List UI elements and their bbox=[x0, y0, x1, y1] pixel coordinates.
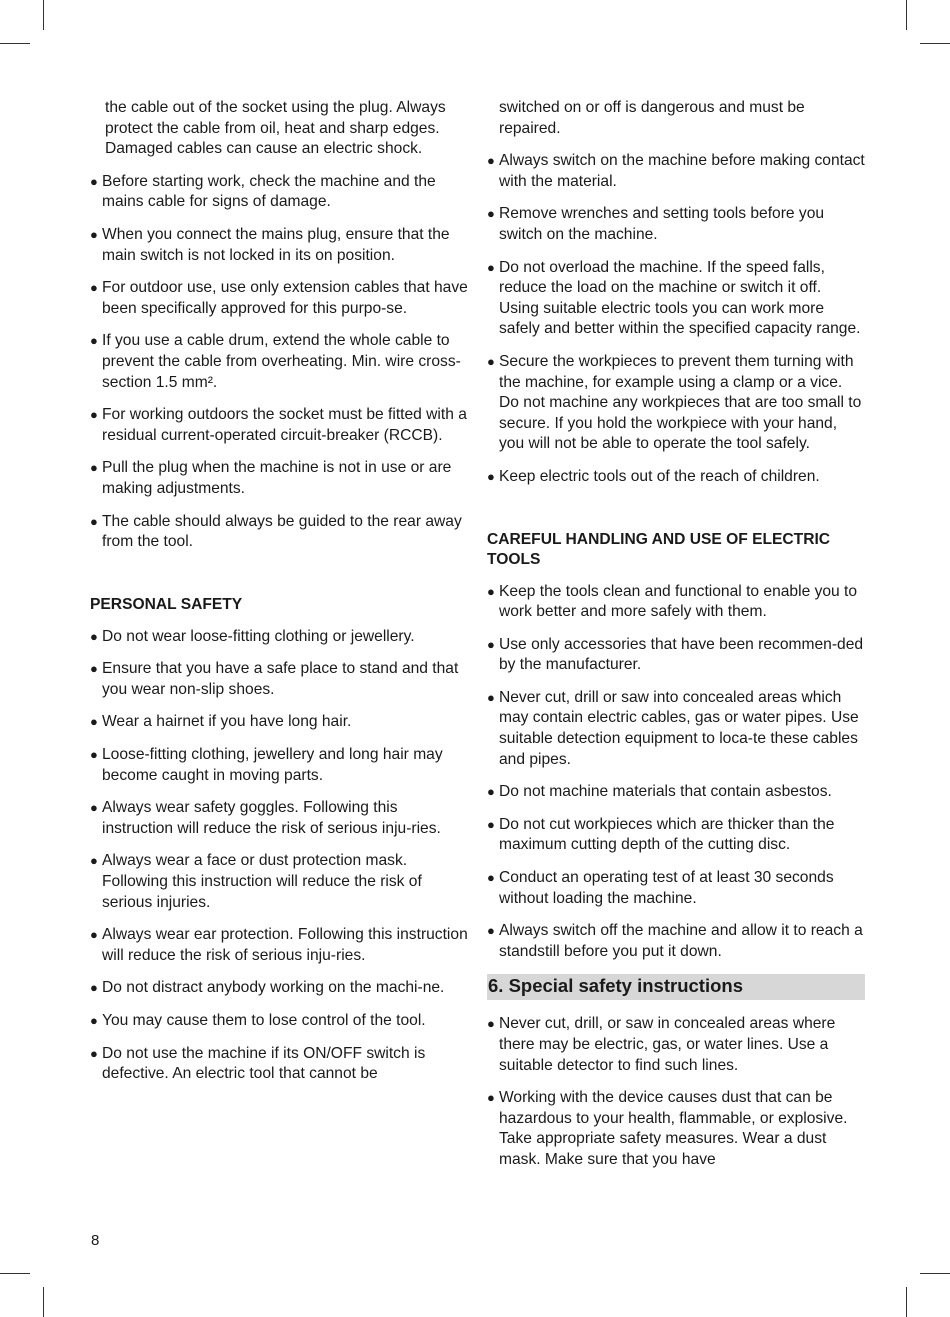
section-heading-personal-safety: PERSONAL SAFETY bbox=[90, 595, 243, 613]
bullet-dot-icon: ● bbox=[487, 468, 495, 484]
bullet-dot-icon: ● bbox=[90, 661, 98, 677]
bullet-item bbox=[487, 1014, 865, 1076]
bullet-item bbox=[487, 352, 865, 455]
bullet-dot-icon: ● bbox=[90, 513, 98, 529]
bullet-text: Always switch off the machine and allow it to reach a standstill before you put it down. bbox=[499, 922, 863, 960]
bullet-item bbox=[487, 204, 865, 245]
bullet-text: Do not wear loose-fitting clothing or jewellery. bbox=[102, 627, 415, 645]
bullet-item bbox=[487, 688, 865, 770]
bullet-dot-icon: ● bbox=[487, 689, 495, 705]
bullet-item bbox=[487, 815, 865, 856]
crop-mark bbox=[920, 1273, 950, 1274]
bullet-dot-icon: ● bbox=[90, 1045, 98, 1061]
crop-mark bbox=[43, 0, 44, 30]
bullet-dot-icon: ● bbox=[90, 333, 98, 349]
bullet-dot-icon: ● bbox=[90, 628, 98, 644]
bullet-item bbox=[90, 798, 470, 839]
crop-mark bbox=[0, 43, 30, 44]
bullet-dot-icon: ● bbox=[487, 1016, 495, 1032]
bullet-text: Do not distract anybody working on the machi-ne. bbox=[102, 979, 445, 997]
bullet-item bbox=[90, 405, 470, 446]
section-heading-special-safety: 6. Special safety instructions bbox=[487, 974, 865, 1000]
bullet-item bbox=[90, 512, 470, 553]
bullet-dot-icon: ● bbox=[487, 870, 495, 886]
crop-mark bbox=[906, 1287, 907, 1317]
bullet-dot-icon: ● bbox=[90, 460, 98, 476]
page-number: 8 bbox=[91, 1232, 100, 1249]
bullet-list bbox=[90, 627, 470, 1085]
bullet-dot-icon: ● bbox=[90, 173, 98, 189]
bullet-item bbox=[487, 258, 865, 340]
bullet-text: Before starting work, check the machine and the mains cable for signs of damage. bbox=[102, 172, 436, 211]
bullet-item bbox=[487, 1088, 865, 1170]
bullet-text: For outdoor use, use only extension cables that have been specifically approved for this purpo-se. bbox=[102, 279, 468, 317]
bullet-item bbox=[487, 582, 865, 623]
bullet-text: Keep electric tools out of the reach of children. bbox=[499, 467, 820, 485]
bullet-dot-icon: ● bbox=[487, 816, 495, 832]
bullet-item bbox=[90, 978, 470, 999]
bullet-item bbox=[90, 278, 470, 319]
bullet-dot-icon: ● bbox=[487, 259, 495, 275]
bullet-dot-icon: ● bbox=[90, 853, 98, 869]
bullet-item bbox=[90, 458, 470, 499]
bullet-item bbox=[90, 331, 470, 393]
bullet-item bbox=[487, 467, 865, 488]
bullet-text: Do not overload the machine. If the speed falls, reduce the load on the machine or switch it off. Using suitable electric tools you can work more safely and better within the specified capacity range. bbox=[499, 258, 861, 338]
bullet-item bbox=[90, 745, 470, 786]
bullet-item bbox=[90, 925, 470, 966]
right-column bbox=[487, 98, 865, 1183]
bullet-text: Secure the workpieces to prevent them turning with the machine, for example using a clamp or a vice. Do not machine any workpieces that are too small to secure. If you hold the workpiece with your hand, you will not be able to operate the tool safely. bbox=[499, 352, 862, 453]
bullet-item bbox=[90, 1044, 470, 1085]
bullet-text: Loose-fitting clothing, jewellery and long hair may become caught in moving parts. bbox=[102, 746, 443, 784]
bullet-item bbox=[90, 225, 470, 266]
bullet-text: When you connect the mains plug, ensure that the main switch is not locked in its on position. bbox=[102, 225, 450, 264]
bullet-text: Pull the plug when the machine is not in use or are making adjustments. bbox=[102, 459, 452, 497]
crop-mark bbox=[0, 1273, 30, 1274]
bullet-text: Never cut, drill or saw into concealed areas which may contain electric cables, gas or water pipes. Use suitable detection equipment to loca-te these cables and pipes. bbox=[499, 688, 859, 768]
bullet-dot-icon: ● bbox=[487, 784, 495, 800]
bullet-dot-icon: ● bbox=[487, 583, 495, 599]
bullet-list bbox=[487, 151, 865, 487]
bullet-item bbox=[90, 172, 470, 213]
left-column bbox=[90, 98, 470, 1097]
bullet-text: Always wear safety goggles. Following this instruction will reduce the risk of serious inju-ries. bbox=[102, 799, 441, 837]
bullet-text: Always wear ear protection. Following this instruction will reduce the risk of serious inju-ries. bbox=[102, 926, 468, 964]
crop-mark bbox=[920, 43, 950, 44]
bullet-text: Always wear a face or dust protection mask. Following this instruction will reduce the risk of serious injuries. bbox=[102, 852, 422, 911]
bullet-item bbox=[487, 151, 865, 192]
section-heading-careful-handling: CAREFUL HANDLING AND USE OF ELECTRIC TOOLS bbox=[487, 530, 831, 568]
bullet-dot-icon: ● bbox=[487, 923, 495, 939]
bullet-text: You may cause them to lose control of the tool. bbox=[102, 1012, 426, 1029]
bullet-text: Do not machine materials that contain asbestos. bbox=[499, 783, 832, 801]
bullet-dot-icon: ● bbox=[90, 980, 98, 996]
bullet-text: Working with the device causes dust that can be hazardous to your health, flammable, or explosive. Take appropriate safety measures. Wear a dust mask. Make sure that you have bbox=[499, 1089, 848, 1168]
bullet-dot-icon: ● bbox=[487, 1090, 495, 1106]
crop-mark bbox=[906, 0, 907, 30]
bullet-dot-icon: ● bbox=[90, 407, 98, 423]
bullet-dot-icon: ● bbox=[90, 747, 98, 763]
bullet-text: Wear a hairnet if you have long hair. bbox=[102, 713, 352, 731]
bullet-list bbox=[487, 582, 865, 963]
bullet-dot-icon: ● bbox=[90, 714, 98, 730]
bullet-list bbox=[90, 172, 470, 553]
bullet-dot-icon: ● bbox=[90, 927, 98, 943]
continuation-text: the cable out of the socket using the plug. Always protect the cable from oil, heat and sharp edges. Damaged cables can cause an electric shock. bbox=[105, 99, 446, 158]
bullet-dot-icon: ● bbox=[90, 280, 98, 296]
bullet-item bbox=[90, 627, 470, 648]
bullet-item bbox=[90, 712, 470, 733]
bullet-item bbox=[487, 782, 865, 803]
bullet-item bbox=[487, 635, 865, 676]
continuation-text: switched on or off is dangerous and must be repaired. bbox=[499, 99, 805, 137]
bullet-list bbox=[487, 1014, 865, 1170]
bullet-text: Use only accessories that have been recommen-ded by the manufacturer. bbox=[499, 635, 864, 674]
crop-mark bbox=[43, 1287, 44, 1317]
bullet-text: Never cut, drill, or saw in concealed areas where there may be electric, gas, or water lines. Use a suitable detector to find such lines. bbox=[499, 1015, 836, 1074]
bullet-dot-icon: ● bbox=[487, 353, 495, 369]
bullet-text: Always switch on the machine before making contact with the material. bbox=[499, 152, 865, 190]
bullet-text: The cable should always be guided to the rear away from the tool. bbox=[102, 512, 462, 551]
bullet-dot-icon: ● bbox=[487, 636, 495, 652]
bullet-dot-icon: ● bbox=[487, 153, 495, 169]
bullet-item bbox=[487, 868, 865, 909]
bullet-dot-icon: ● bbox=[487, 206, 495, 222]
bullet-text: Conduct an operating test of at least 30 seconds without loading the machine. bbox=[499, 869, 834, 907]
bullet-item bbox=[90, 851, 470, 913]
bullet-dot-icon: ● bbox=[90, 226, 98, 242]
bullet-item bbox=[90, 659, 470, 700]
bullet-text: For working outdoors the socket must be fitted with a residual current-operated circuit-breaker (RCCB). bbox=[102, 406, 467, 444]
bullet-dot-icon: ● bbox=[90, 1013, 98, 1028]
bullet-item bbox=[487, 921, 865, 962]
bullet-text: Ensure that you have a safe place to stand and that you wear non-slip shoes. bbox=[102, 660, 459, 698]
bullet-text: Keep the tools clean and functional to enable you to work better and more safely with them. bbox=[499, 582, 858, 621]
bullet-item bbox=[90, 1011, 470, 1032]
bullet-text: If you use a cable drum, extend the whole cable to prevent the cable from overheating. Min. wire cross-section 1.5 mm². bbox=[102, 332, 461, 391]
bullet-dot-icon: ● bbox=[90, 800, 98, 816]
bullet-text: Do not cut workpieces which are thicker than the maximum cutting depth of the cutting disc. bbox=[499, 815, 835, 854]
bullet-text: Remove wrenches and setting tools before you switch on the machine. bbox=[499, 205, 825, 243]
bullet-text: Do not use the machine if its ON/OFF switch is defective. An electric tool that cannot be bbox=[102, 1044, 426, 1083]
